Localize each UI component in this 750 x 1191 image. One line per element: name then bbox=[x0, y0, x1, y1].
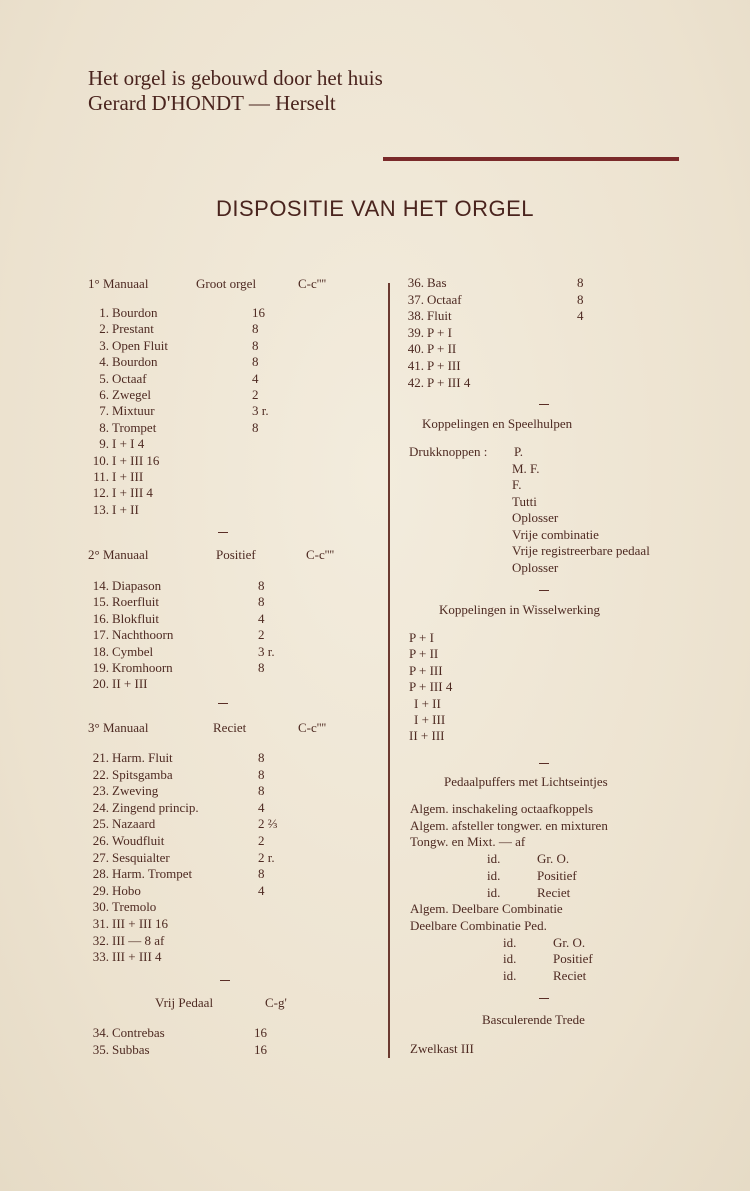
stop-name: Bas bbox=[427, 275, 447, 290]
reversible-heading: Koppelingen in Wisselwerking bbox=[439, 602, 600, 617]
stop-number: 4. bbox=[99, 354, 109, 370]
stop-number: 8. bbox=[99, 419, 109, 435]
stop-pitch: 8 bbox=[258, 783, 265, 799]
stop-name: Blokfluit bbox=[112, 610, 159, 626]
stop-number: 10. bbox=[92, 452, 109, 468]
pedal-name: Vrij Pedaal bbox=[155, 995, 214, 1010]
stop-name: Zwegel bbox=[112, 387, 151, 402]
reversible-item: P + III 4 bbox=[409, 679, 453, 695]
stop-number: 21. bbox=[92, 750, 109, 765]
manual-3-label: 3° Manuaal bbox=[88, 720, 149, 735]
reversible-item: I + III bbox=[414, 712, 446, 727]
stop-pitch: 2 ⅔ bbox=[258, 816, 278, 832]
puffer-id: id. bbox=[503, 968, 517, 983]
piston-item: Oplosser bbox=[512, 510, 559, 525]
stop-name: Fluit bbox=[427, 308, 452, 324]
stop-name: Kromhoorn bbox=[112, 660, 173, 675]
stop-number: 41. bbox=[407, 358, 424, 373]
stop-number: 19. bbox=[92, 660, 109, 675]
stop-number: 20. bbox=[92, 676, 109, 692]
stop-number: 7. bbox=[99, 403, 109, 419]
stop-number: 17. bbox=[92, 627, 109, 643]
puffer-target: Reciet bbox=[537, 884, 571, 900]
stop-pitch: 8 bbox=[577, 291, 584, 307]
stop-pitch: 8 bbox=[258, 866, 265, 882]
puffer-id: id. bbox=[487, 851, 501, 867]
stop-pitch: 3 r. bbox=[252, 403, 269, 419]
separator-dash bbox=[539, 404, 549, 405]
stop-number: 5. bbox=[99, 370, 109, 386]
reversible-item: P + II bbox=[409, 646, 439, 662]
stop-number: 42. bbox=[407, 374, 424, 390]
stop-number: 34. bbox=[92, 1025, 109, 1040]
stop-number: 12. bbox=[92, 485, 109, 501]
stop-pitch: 8 bbox=[577, 275, 584, 290]
stop-name: Prestant bbox=[112, 321, 154, 337]
stop-pitch: 8 bbox=[258, 660, 265, 675]
stop-number: 39. bbox=[407, 324, 424, 340]
pistons-label: Drukknoppen : bbox=[409, 444, 488, 459]
stop-number: 22. bbox=[92, 766, 109, 782]
puffers-heading: Pedaalpuffers met Lichtseintjes bbox=[444, 774, 608, 789]
puffer-target: Gr. O. bbox=[537, 851, 570, 867]
puffer-item: Tongw. en Mixt. — af bbox=[410, 834, 526, 850]
manual-2-label: 2° Manuaal bbox=[88, 547, 149, 562]
stop-name: P + III 4 bbox=[427, 374, 471, 390]
stop-pitch: 8 bbox=[252, 337, 259, 353]
stop-name: Spitsgamba bbox=[112, 766, 173, 782]
pedal-section-heading: Basculerende Trede bbox=[482, 1012, 585, 1027]
puffer-item: Algem. inschakeling octaafkoppels bbox=[410, 801, 594, 816]
stop-number: 29. bbox=[92, 882, 109, 898]
stop-name: Mixtuur bbox=[112, 403, 155, 419]
separator-dash bbox=[218, 703, 228, 704]
stop-name: Nazaard bbox=[112, 816, 156, 832]
stop-name: III + III 4 bbox=[112, 949, 162, 965]
puffer-id: id. bbox=[487, 867, 501, 883]
piston-item: F. bbox=[512, 477, 522, 492]
stop-name: P + I bbox=[427, 324, 452, 340]
stop-name: Subbas bbox=[112, 1042, 150, 1057]
column-divider bbox=[388, 283, 390, 1058]
manual-3-name: Reciet bbox=[213, 720, 247, 735]
stop-pitch: 8 bbox=[258, 594, 265, 610]
manual-1-compass: C-c'''' bbox=[298, 276, 327, 291]
piston-item: Oplosser bbox=[512, 559, 559, 575]
builder-line-2: Gerard D'HONDT — Herselt bbox=[88, 91, 336, 115]
stop-name: Sesquialter bbox=[112, 849, 170, 865]
manual-3-compass: C-c'''' bbox=[298, 720, 327, 735]
stop-pitch: 4 bbox=[252, 370, 259, 386]
stop-number: 26. bbox=[92, 833, 109, 848]
stop-pitch: 16 bbox=[254, 1025, 267, 1040]
stop-name: Bourdon bbox=[112, 354, 158, 370]
pedal-compass: C-g' bbox=[265, 995, 287, 1010]
stop-number: 32. bbox=[92, 932, 109, 948]
stop-number: 30. bbox=[92, 899, 109, 915]
stop-name: Bourdon bbox=[112, 305, 158, 320]
stop-number: 6. bbox=[99, 387, 109, 402]
stop-name: Trompet bbox=[112, 419, 157, 435]
stop-number: 38. bbox=[407, 308, 424, 324]
stop-name: II + III bbox=[112, 676, 148, 692]
puffer-id: id. bbox=[503, 934, 517, 950]
puffer-target: Gr. O. bbox=[553, 934, 586, 950]
stop-name: Octaaf bbox=[427, 291, 462, 307]
combination-item: Deelbare Combinatie Ped. bbox=[410, 917, 547, 933]
manual-1-label: 1° Manuaal bbox=[88, 276, 149, 291]
stop-name: I + III bbox=[112, 469, 144, 484]
reversible-item: I + II bbox=[414, 695, 441, 711]
decorative-rule bbox=[383, 157, 679, 161]
page-title: DISPOSITIE VAN HET ORGEL bbox=[215, 196, 535, 221]
stop-number: 28. bbox=[92, 866, 109, 882]
stop-pitch: 8 bbox=[258, 578, 265, 593]
puffer-target: Reciet bbox=[553, 968, 587, 983]
stop-name: Zingend princip. bbox=[112, 799, 199, 815]
stop-name: Open Fluit bbox=[112, 337, 168, 353]
puffer-target: Positief bbox=[553, 951, 593, 967]
separator-dash bbox=[539, 763, 549, 764]
stop-name: Nachthoorn bbox=[112, 627, 174, 643]
stop-number: 23. bbox=[92, 783, 109, 799]
stop-number: 11. bbox=[93, 469, 109, 484]
stop-pitch: 8 bbox=[252, 321, 259, 337]
manual-2-compass: C-c'''' bbox=[306, 547, 335, 562]
stop-pitch: 16 bbox=[254, 1042, 267, 1057]
piston-item: P. bbox=[514, 444, 524, 459]
stop-number: 27. bbox=[92, 849, 109, 865]
stop-name: P + III bbox=[427, 358, 461, 373]
stop-pitch: 4 bbox=[258, 799, 265, 815]
combination-item: Algem. Deelbare Combinatie bbox=[410, 901, 563, 917]
stop-number: 9. bbox=[99, 436, 109, 452]
stop-number: 24. bbox=[92, 799, 109, 815]
stop-name: Harm. Trompet bbox=[112, 866, 193, 882]
stop-pitch: 16 bbox=[252, 305, 265, 320]
stop-pitch: 8 bbox=[252, 354, 259, 370]
reversible-item: P + I bbox=[409, 630, 434, 645]
stop-number: 40. bbox=[407, 341, 424, 357]
stop-name: Hobo bbox=[112, 882, 141, 898]
stop-name: Diapason bbox=[112, 578, 162, 593]
puffer-target: Positief bbox=[537, 867, 577, 883]
stop-number: 16. bbox=[92, 610, 109, 626]
stop-pitch: 2 bbox=[258, 627, 265, 643]
stop-name: Tremolo bbox=[112, 899, 157, 915]
stop-number: 1. bbox=[99, 305, 109, 320]
stop-number: 3. bbox=[99, 337, 109, 353]
stop-name: Woudfluit bbox=[112, 833, 165, 848]
stop-number: 25. bbox=[92, 816, 109, 832]
stop-name: Harm. Fluit bbox=[112, 750, 173, 765]
manual-2-name: Positief bbox=[216, 547, 256, 562]
stop-number: 33. bbox=[92, 949, 109, 965]
stop-number: 36. bbox=[407, 275, 424, 290]
stop-name: Roerfluit bbox=[112, 594, 159, 610]
stop-name: I + III 4 bbox=[112, 485, 153, 501]
stop-number: 14. bbox=[92, 578, 109, 593]
stop-name: III — 8 af bbox=[112, 932, 165, 948]
stop-number: 2. bbox=[99, 321, 109, 337]
stop-name: I + III 16 bbox=[112, 452, 160, 468]
stop-name: Contrebas bbox=[112, 1025, 165, 1040]
puffer-id: id. bbox=[503, 951, 517, 967]
reversible-item: P + III bbox=[409, 662, 443, 678]
stop-name: III + III 16 bbox=[112, 916, 169, 931]
stop-name: I + I 4 bbox=[112, 436, 145, 452]
piston-item: M. F. bbox=[512, 460, 540, 476]
stop-pitch: 8 bbox=[252, 419, 259, 435]
stop-number: 15. bbox=[92, 594, 109, 610]
reversible-item: II + III bbox=[409, 728, 445, 744]
stop-pitch: 2 bbox=[258, 833, 265, 848]
stop-pitch: 2 r. bbox=[258, 849, 275, 865]
stop-number: 18. bbox=[92, 643, 109, 659]
stop-name: Octaaf bbox=[112, 370, 147, 386]
stop-pitch: 8 bbox=[258, 766, 265, 782]
builder-line-1: Het orgel is gebouwd door het huis bbox=[88, 66, 383, 90]
separator-dash bbox=[218, 532, 228, 533]
stop-number: 13. bbox=[92, 501, 109, 517]
stop-pitch: 4 bbox=[258, 882, 265, 898]
stop-pitch: 4 bbox=[577, 308, 584, 324]
stop-name: P + II bbox=[427, 341, 457, 357]
stop-number: 35. bbox=[92, 1042, 109, 1057]
separator-dash bbox=[539, 998, 549, 999]
separator-dash bbox=[220, 980, 230, 981]
manual-1-name: Groot orgel bbox=[196, 276, 257, 291]
stop-pitch: 8 bbox=[258, 750, 265, 765]
stop-pitch: 4 bbox=[258, 610, 265, 626]
piston-item: Vrije combinatie bbox=[512, 526, 599, 542]
aids-heading: Koppelingen en Speelhulpen bbox=[422, 416, 573, 431]
stop-name: Zweving bbox=[112, 783, 159, 799]
separator-dash bbox=[539, 590, 549, 591]
stop-name: I + II bbox=[112, 501, 139, 517]
stop-number: 31. bbox=[92, 916, 109, 931]
piston-item: Tutti bbox=[512, 493, 537, 509]
stop-name: Cymbel bbox=[112, 643, 154, 659]
piston-item: Vrije registreerbare pedaal bbox=[512, 543, 650, 558]
puffer-item: Algem. afsteller tongwer. en mixturen bbox=[410, 817, 608, 833]
swell-box: Zwelkast III bbox=[410, 1041, 474, 1056]
stop-number: 37. bbox=[407, 291, 424, 307]
builder-credit bbox=[88, 66, 383, 116]
stop-pitch: 3 r. bbox=[258, 643, 275, 659]
puffer-id: id. bbox=[487, 884, 501, 900]
stop-pitch: 2 bbox=[252, 387, 259, 402]
